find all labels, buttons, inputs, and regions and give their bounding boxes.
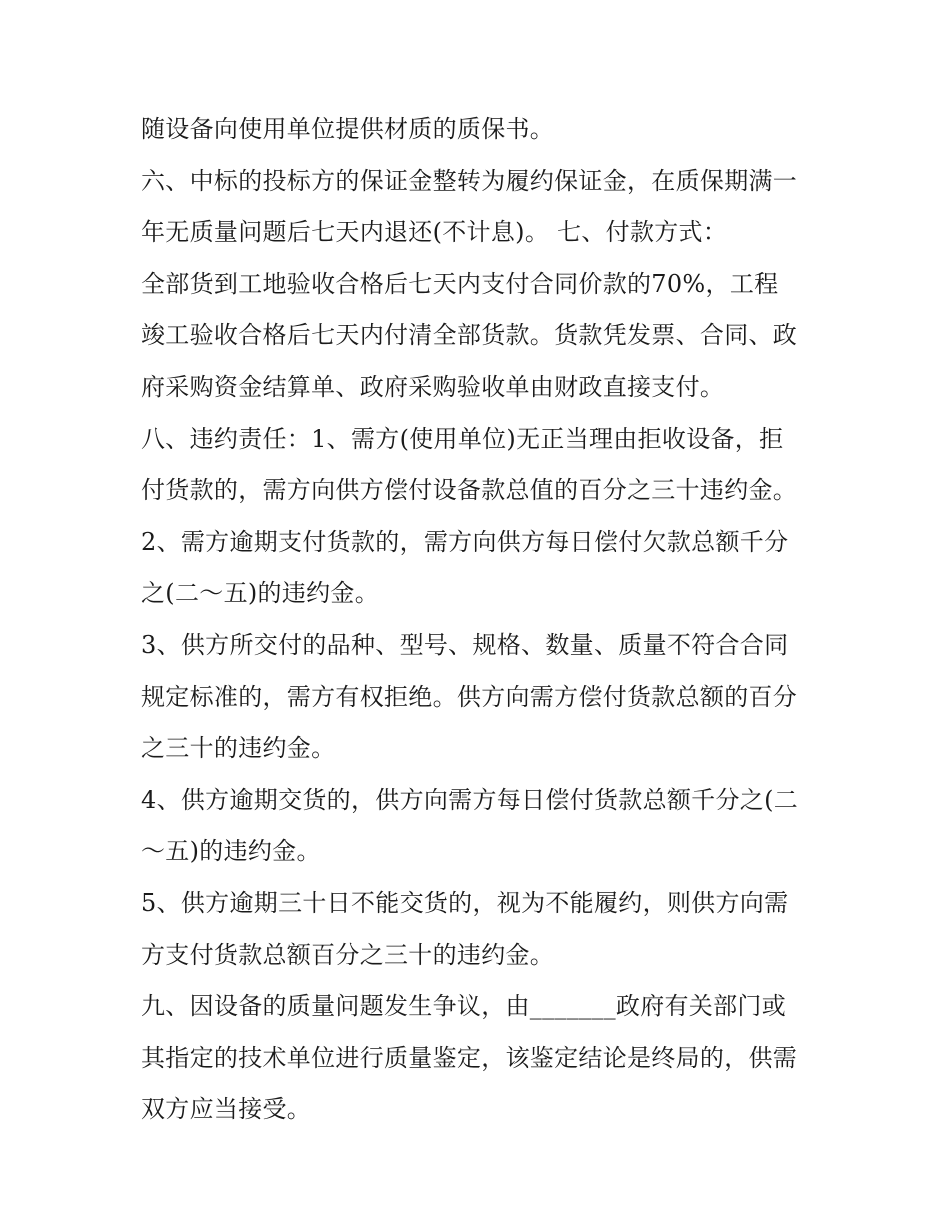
- text-line: 八、违约责任：1、需方(使用单位)无正当理由拒收设备，拒: [141, 424, 784, 453]
- text-line: 双方应当接受。: [141, 1095, 312, 1124]
- text-line: ～五)的违约金。: [141, 837, 321, 866]
- text-line: 六、中标的投标方的保证金整转为履约保证金，在质保期满一: [141, 166, 798, 195]
- text-line: 5、供方逾期三十日不能交货的，视为不能履约，则供方向需: [141, 888, 789, 917]
- document-body: [141, 104, 821, 1136]
- text-line: 4、供方逾期交货的，供方向需方每日偿付货款总额千分之(二: [141, 785, 799, 814]
- text-line: 之三十的违约金。: [141, 734, 336, 763]
- text-line: 方支付货款总额百分之三十的违约金。: [141, 940, 555, 969]
- text-line: 规定标准的，需方有权拒绝。供方向需方偿付货款总额的百分: [141, 682, 798, 711]
- text-line: 随设备向使用单位提供材质的质保书。: [141, 115, 555, 143]
- text-line: 之(二～五)的违约金。: [141, 579, 380, 608]
- text-line: 付货款的，需方向供方偿付设备款总值的百分之三十违约金。: [141, 476, 798, 505]
- text-line: 其指定的技术单位进行质量鉴定，该鉴定结论是终局的，供需: [141, 1043, 798, 1072]
- text-line: 府采购资金结算单、政府采购验收单由财政直接支付。: [141, 372, 725, 401]
- text-line: 竣工验收合格后七天内付清全部货款。货款凭发票、合同、政: [141, 321, 798, 350]
- text-line: 九、因设备的质量问题发生争议，由_______政府有关部门或: [141, 992, 786, 1021]
- text-line: 3、供方所交付的品种、型号、规格、数量、质量不符合合同: [141, 630, 789, 659]
- text-line: 2、需方逾期支付货款的，需方向供方每日偿付欠款总额千分: [141, 527, 789, 556]
- text-line: 全部货到工地验收合格后七天内支付合同价款的70%，工程: [141, 269, 779, 298]
- text-line: 年无质量问题后七天内退还(不计息)。 七、付款方式：: [141, 218, 728, 247]
